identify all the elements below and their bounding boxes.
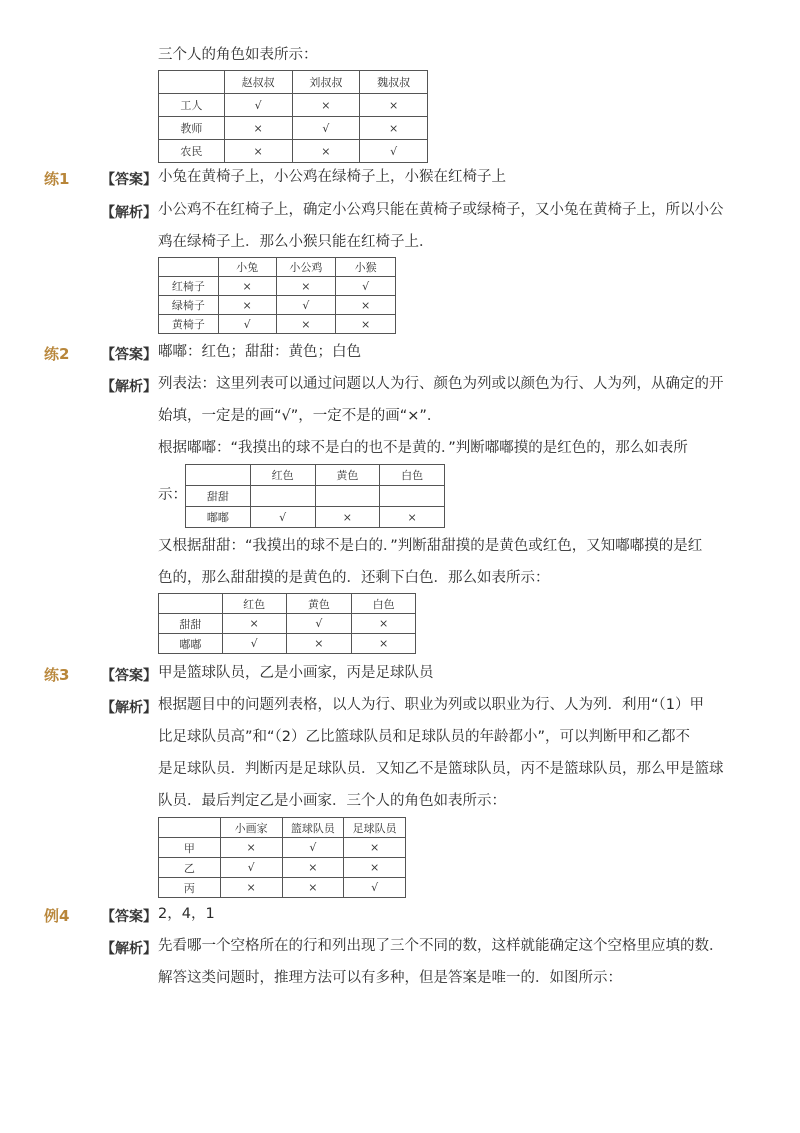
table-roles-uncles bbox=[158, 70, 428, 163]
table-header-cell: 足球队员 bbox=[344, 818, 406, 838]
table-cell bbox=[380, 486, 445, 507]
table-row bbox=[159, 878, 406, 898]
table-header-cell bbox=[159, 258, 219, 277]
table-cell: × bbox=[352, 614, 416, 634]
analysis-tag: 【解析】 bbox=[101, 379, 157, 395]
table-header-cell: 黄色 bbox=[315, 465, 380, 486]
analysis-tag: 【解析】 bbox=[101, 205, 157, 221]
table-cell: √ bbox=[220, 858, 282, 878]
table-row bbox=[186, 486, 445, 507]
table-row-label: 甜甜 bbox=[186, 486, 251, 507]
table-header-cell: 赵叔叔 bbox=[224, 71, 292, 94]
table-header-cell bbox=[159, 818, 221, 838]
table-row bbox=[159, 277, 396, 296]
table-cell: √ bbox=[286, 614, 352, 634]
table-cell: × bbox=[380, 507, 445, 528]
table-cell: √ bbox=[336, 277, 396, 296]
table-row bbox=[159, 315, 396, 334]
table-row bbox=[159, 614, 416, 634]
table-header-row bbox=[159, 818, 406, 838]
table-colors-2 bbox=[158, 593, 416, 654]
table-header-row bbox=[159, 71, 428, 94]
example-label: 例4 bbox=[44, 907, 70, 925]
table-header-cell: 刘叔叔 bbox=[292, 71, 360, 94]
analysis-line: 根据嘟嘟：“我摸出的球不是白的也不是黄的．”判断嘟嘟摸的是红色的，那么如表所 bbox=[158, 440, 688, 456]
table-row bbox=[159, 838, 406, 858]
table-cell: √ bbox=[276, 296, 336, 315]
table-cell: × bbox=[344, 858, 406, 878]
analysis-line: 列表法：这里列表可以通过问题以人为行、颜色为列或以颜色为行、人为列，从确定的开 bbox=[158, 376, 724, 392]
table-header-cell bbox=[159, 71, 225, 94]
table-row bbox=[159, 117, 428, 140]
table-header-row bbox=[159, 258, 396, 277]
table-row-label: 农民 bbox=[159, 140, 225, 163]
table-row-label: 工人 bbox=[159, 94, 225, 117]
table-row-label: 黄椅子 bbox=[159, 315, 219, 334]
table-cell: √ bbox=[292, 117, 360, 140]
table-cell: × bbox=[276, 315, 336, 334]
table-header-cell: 小猴 bbox=[336, 258, 396, 277]
intro-text: 三个人的角色如表所示： bbox=[158, 47, 318, 63]
table-jobs bbox=[158, 817, 406, 898]
table-header-cell bbox=[186, 465, 251, 486]
table-cell: × bbox=[224, 140, 292, 163]
table-cell bbox=[250, 486, 315, 507]
table-cell: × bbox=[286, 634, 352, 654]
table-row-label: 甜甜 bbox=[159, 614, 223, 634]
table-row bbox=[159, 94, 428, 117]
answer-text: 小兔在黄椅子上，小公鸡在绿椅子上，小猴在红椅子上 bbox=[158, 169, 506, 185]
table-cell: × bbox=[292, 94, 360, 117]
analysis-line: 先看哪一个空格所在的行和列出现了三个不同的数，这样就能确定这个空格里应填的数． bbox=[158, 938, 724, 954]
table-cell: √ bbox=[344, 878, 406, 898]
analysis-line: 小公鸡不在红椅子上，确定小公鸡只能在黄椅子或绿椅子，又小兔在黄椅子上，所以小公 bbox=[158, 202, 724, 218]
exercise-label: 练2 bbox=[44, 345, 70, 363]
table-row bbox=[159, 634, 416, 654]
table-cell: × bbox=[276, 277, 336, 296]
table-cell: × bbox=[218, 277, 276, 296]
table-cell: × bbox=[336, 296, 396, 315]
table-cell: × bbox=[220, 838, 282, 858]
analysis-line: 示： bbox=[158, 487, 187, 503]
table-cell: × bbox=[344, 838, 406, 858]
table-cell: × bbox=[315, 507, 380, 528]
table-cell: √ bbox=[218, 315, 276, 334]
answer-tag: 【答案】 bbox=[101, 172, 157, 188]
table-row-label: 丙 bbox=[159, 878, 221, 898]
table-cell: √ bbox=[250, 507, 315, 528]
table-row-label: 嘟嘟 bbox=[159, 634, 223, 654]
analysis-line: 根据题目中的问题列表格，以人为行、职业为列或以职业为行、人为列．利用“（1）甲 bbox=[158, 697, 704, 713]
exercise-label: 练1 bbox=[44, 170, 70, 188]
table-cell: √ bbox=[282, 838, 344, 858]
table-cell: × bbox=[282, 878, 344, 898]
analysis-line: 是足球队员．判断丙是足球队员．又知乙不是篮球队员，丙不是篮球队员，那么甲是篮球 bbox=[158, 761, 724, 777]
table-header-cell bbox=[159, 594, 223, 614]
table-header-cell: 魏叔叔 bbox=[360, 71, 428, 94]
table-header-cell: 红色 bbox=[250, 465, 315, 486]
table-cell: × bbox=[360, 117, 428, 140]
analysis-line: 又根据甜甜：“我摸出的球不是白的．”判断甜甜摸的是黄色或红色，又知嘟嘟摸的是红 bbox=[158, 538, 703, 554]
table-chairs bbox=[158, 257, 396, 334]
table-colors-1 bbox=[185, 464, 445, 528]
table-header-cell: 白色 bbox=[352, 594, 416, 614]
table-cell: × bbox=[282, 858, 344, 878]
answer-text: 甲是篮球队员，乙是小画家，丙是足球队员 bbox=[158, 665, 434, 681]
table-cell: √ bbox=[360, 140, 428, 163]
table-header-cell: 白色 bbox=[380, 465, 445, 486]
answer-tag: 【答案】 bbox=[101, 909, 157, 925]
exercise-label: 练3 bbox=[44, 666, 70, 684]
table-cell bbox=[315, 486, 380, 507]
table-row bbox=[159, 858, 406, 878]
table-cell: √ bbox=[222, 634, 286, 654]
table-header-cell: 小画家 bbox=[220, 818, 282, 838]
table-row bbox=[159, 296, 396, 315]
table-header-cell: 小兔 bbox=[218, 258, 276, 277]
answer-tag: 【答案】 bbox=[101, 347, 157, 363]
table-row-label: 嘟嘟 bbox=[186, 507, 251, 528]
analysis-line: 色的，那么甜甜摸的是黄色的．还剩下白色．那么如表所示： bbox=[158, 570, 550, 586]
table-header-cell: 红色 bbox=[222, 594, 286, 614]
table-header-cell: 黄色 bbox=[286, 594, 352, 614]
table-header-row bbox=[186, 465, 445, 486]
analysis-line: 队员．最后判定乙是小画家．三个人的角色如表所示： bbox=[158, 793, 506, 809]
table-header-cell: 小公鸡 bbox=[276, 258, 336, 277]
table-row-label: 乙 bbox=[159, 858, 221, 878]
analysis-tag: 【解析】 bbox=[101, 700, 157, 716]
table-cell: × bbox=[222, 614, 286, 634]
analysis-line: 比足球队员高”和“（2）乙比篮球队员和足球队员的年龄都小”，可以判断甲和乙都不 bbox=[158, 729, 691, 745]
table-row bbox=[159, 140, 428, 163]
table-header-row bbox=[159, 594, 416, 614]
analysis-line: 解答这类问题时，推理方法可以有多种，但是答案是唯一的．如图所示： bbox=[158, 970, 622, 986]
table-cell: × bbox=[360, 94, 428, 117]
table-cell: × bbox=[220, 878, 282, 898]
analysis-line: 鸡在绿椅子上．那么小猴只能在红椅子上． bbox=[158, 234, 434, 250]
table-row-label: 红椅子 bbox=[159, 277, 219, 296]
table-row-label: 甲 bbox=[159, 838, 221, 858]
table-cell: × bbox=[224, 117, 292, 140]
table-row bbox=[186, 507, 445, 528]
table-cell: × bbox=[218, 296, 276, 315]
answer-text: 2，4，1 bbox=[158, 906, 215, 922]
table-cell: × bbox=[336, 315, 396, 334]
table-cell: √ bbox=[224, 94, 292, 117]
table-cell: × bbox=[292, 140, 360, 163]
analysis-tag: 【解析】 bbox=[101, 941, 157, 957]
table-header-cell: 篮球队员 bbox=[282, 818, 344, 838]
table-row-label: 教师 bbox=[159, 117, 225, 140]
answer-text: 嘟嘟：红色；甜甜：黄色；白色 bbox=[158, 344, 361, 360]
analysis-line: 始填，一定是的画“√”，一定不是的画“×”． bbox=[158, 408, 442, 424]
answer-tag: 【答案】 bbox=[101, 668, 157, 684]
table-cell: × bbox=[352, 634, 416, 654]
table-row-label: 绿椅子 bbox=[159, 296, 219, 315]
